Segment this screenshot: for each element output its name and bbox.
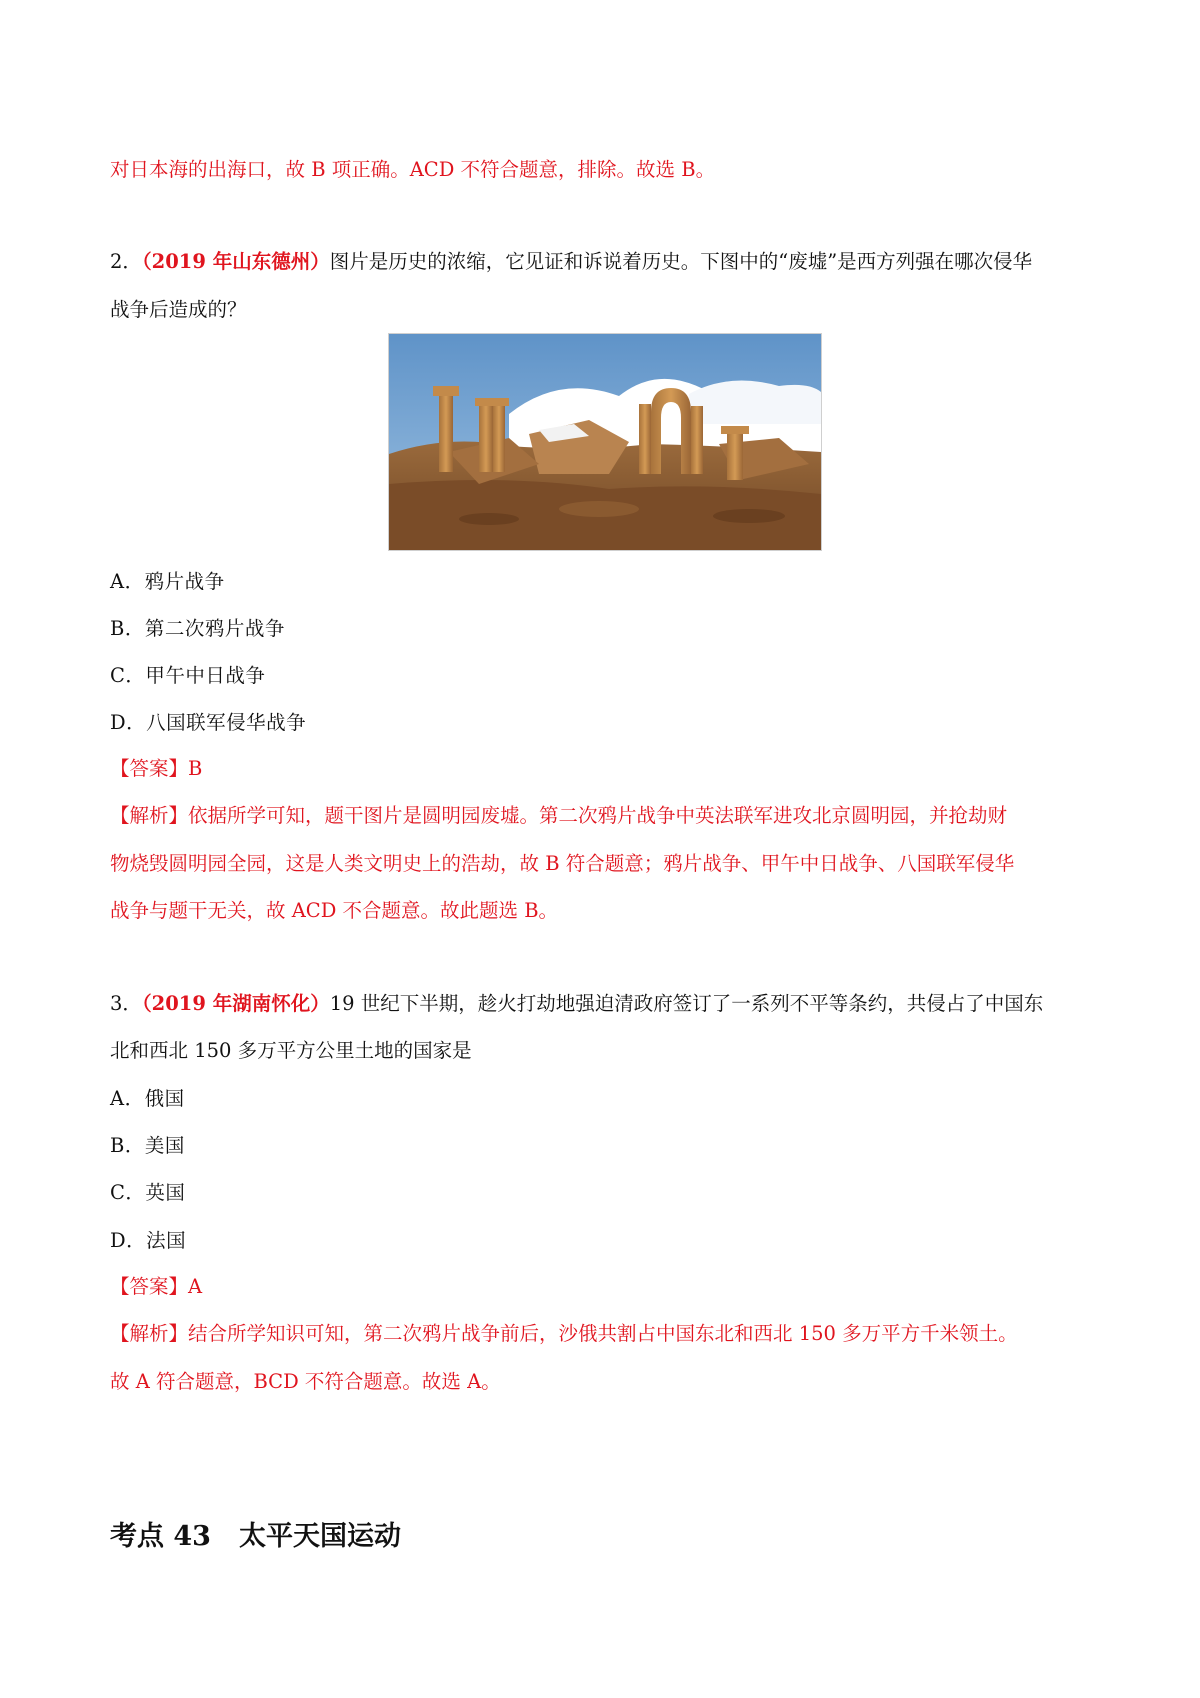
- previous-analysis-tail: 对日本海的出海口，故 B 项正确。ACD 不符合题意，排除。故选 B。: [110, 158, 716, 181]
- question-2-analysis-line-2: 物烧毁圆明园全园，这是人类文明史上的浩劫，故 B 符合题意；鸦片战争、甲午中日战争、八国联军侵华: [110, 852, 1015, 875]
- question-3-stem-line-2: 北和西北 150 多万平方公里土地的国家是: [110, 1039, 472, 1062]
- question-3-source: （2019 年湖南怀化）: [141, 992, 330, 1015]
- question-3-option-d: D．法国: [110, 1229, 187, 1252]
- question-2-stem-line-1: [110, 248, 1032, 276]
- question-3-stem-text: 19 世纪下半期，趁火打劫地强迫清政府签订了一系列不平等条约，共侵占了中国东: [329, 992, 1044, 1015]
- question-3-answer-value: A: [188, 1275, 203, 1298]
- question-2-stem-text: 图片是历史的浓缩，它见证和诉说着历史。下图中的“废墟”是西方列强在哪次侵华: [329, 250, 1033, 273]
- question-2-analysis-line-1: [110, 802, 1007, 830]
- question-3-answer: [110, 1273, 202, 1301]
- question-2-option-c: C．甲午中日战争: [110, 664, 266, 687]
- section-title: 太平天国运动: [238, 1521, 401, 1552]
- section-label: 考点 43: [110, 1521, 211, 1552]
- question-2-option-b: B．第二次鸦片战争: [110, 617, 285, 640]
- ruins-photo-illustration: [389, 334, 821, 550]
- question-2-analysis-line-3: 战争与题干无关，故 ACD 不合题意。故此题选 B。: [110, 899, 559, 922]
- question-2-answer: [110, 755, 202, 783]
- question-2-source: （2019 年山东德州）: [141, 250, 330, 273]
- question-2-answer-value: B: [188, 757, 203, 780]
- question-3-answer-tag: 【答案】: [110, 1275, 189, 1298]
- question-3-analysis-tag: 【解析】: [110, 1322, 189, 1345]
- question-3-analysis-line-1: [110, 1320, 1018, 1348]
- question-2-number: 2．: [110, 250, 142, 273]
- question-2-stem-line-2: 战争后造成的？: [110, 298, 247, 321]
- question-2-option-a: A．鸦片战争: [110, 570, 225, 593]
- question-2-answer-tag: 【答案】: [110, 757, 189, 780]
- question-3-option-b: B．美国: [110, 1134, 185, 1157]
- question-2-analysis-tag: 【解析】: [110, 804, 189, 827]
- question-3-number: 3．: [110, 992, 142, 1015]
- question-3-option-a: A．俄国: [110, 1087, 185, 1110]
- question-3-analysis-line-2: 故 A 符合题意，BCD 不符合题意。故选 A。: [110, 1370, 501, 1393]
- question-2-analysis-text: 依据所学可知，题干图片是圆明园废墟。第二次鸦片战争中英法联军进攻北京圆明园，并抢劫财: [188, 804, 1008, 827]
- ruins-photo: [388, 333, 822, 551]
- question-3-option-c: C．英国: [110, 1181, 186, 1204]
- question-2-option-d: D．八国联军侵华战争: [110, 711, 307, 734]
- question-3-analysis-text: 结合所学知识可知，第二次鸦片战争前后，沙俄共割占中国东北和西北 150 多万平方千米领土。: [188, 1322, 1018, 1345]
- section-heading: [110, 1520, 401, 1554]
- question-3-stem-line-1: [110, 990, 1043, 1018]
